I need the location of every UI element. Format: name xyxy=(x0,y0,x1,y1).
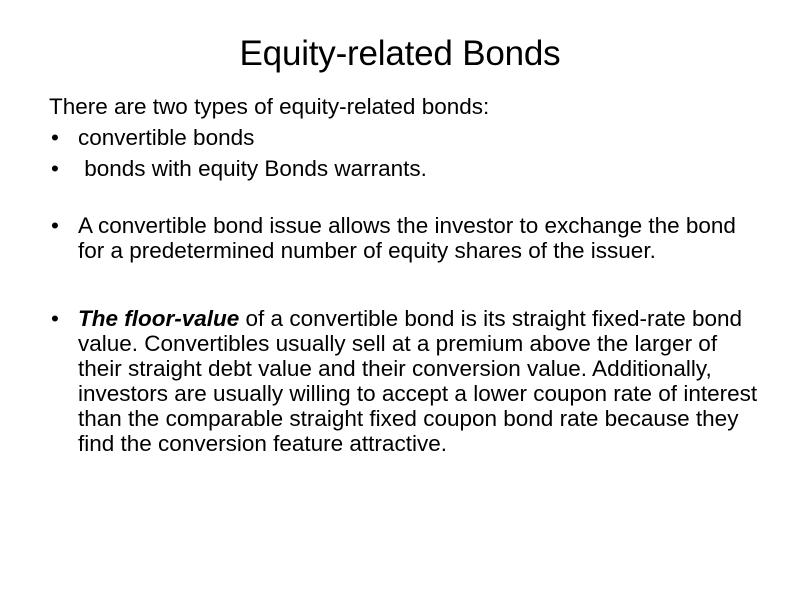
bullet-text: A convertible bond issue allows the investor to exchange the bond for a predetermined number of equity shares of the issuer. xyxy=(78,213,736,263)
bullet-marker: • xyxy=(51,306,59,331)
emphasis-term: The floor-value xyxy=(78,306,240,331)
slide-title: Equity-related Bonds xyxy=(239,34,561,73)
spacer xyxy=(49,263,759,294)
bullet-text: convertible bonds xyxy=(78,125,255,150)
bullet-item-convertible-bonds xyxy=(49,122,759,153)
slide-body xyxy=(49,92,759,456)
bullet-item-convertible-definition xyxy=(49,213,759,263)
spacer xyxy=(49,184,759,211)
bullet-item-floor-value xyxy=(49,306,759,456)
bullet-text: bonds with equity Bonds warrants. xyxy=(78,156,427,181)
intro-text: There are two types of equity-related bonds: xyxy=(49,94,490,119)
bullet-marker: • xyxy=(51,125,59,150)
bullet-marker: • xyxy=(51,156,59,181)
bullet-marker: • xyxy=(51,213,59,238)
bullet-item-warrant-bonds xyxy=(49,153,759,184)
bullet-text: of a convertible bond is its straight fixed-rate bond value. Convertibles usually sell at a premium above the larger of their straight debt value and their conversion value. Additionally, investors are usually willing to accept a lower coupon rate of interest than the comparable straight fixed coupon bond rate because they find the conversion feature attractive. xyxy=(78,306,758,456)
